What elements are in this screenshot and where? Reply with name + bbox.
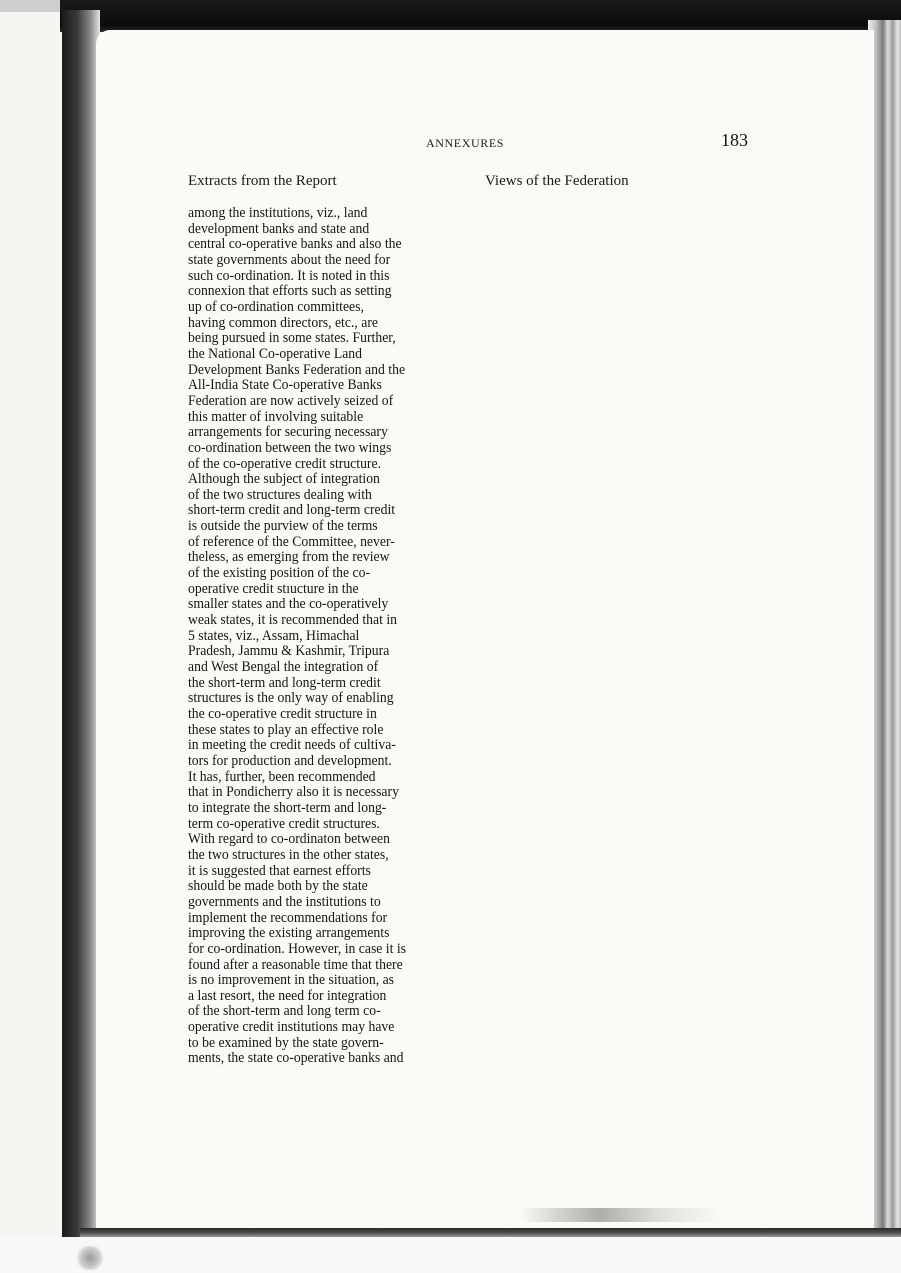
body-line: connexion that efforts such as setting bbox=[188, 283, 392, 300]
body-line: to integrate the short-term and long- bbox=[188, 799, 387, 816]
body-line: development banks and state and bbox=[188, 220, 370, 237]
body-line: among the institutions, viz., land bbox=[188, 205, 368, 221]
body-line: improving the existing arrangements bbox=[188, 925, 390, 942]
body-line: term co-operative credit structures. bbox=[188, 815, 380, 832]
page-number: 183 bbox=[721, 130, 748, 150]
body-line: governments and the institutions to bbox=[188, 893, 381, 910]
body-line: Although the subject of integration bbox=[188, 471, 380, 488]
body-line: to be examined by the state govern- bbox=[188, 1034, 384, 1051]
body-line: the co-operative credit structure in bbox=[188, 706, 377, 722]
body-line: of the existing position of the co- bbox=[188, 565, 371, 582]
body-line: found after a reasonable time that there bbox=[188, 956, 403, 973]
body-line: of reference of the Committee, never- bbox=[188, 533, 395, 550]
scan-smudge bbox=[520, 1208, 720, 1222]
body-line: being pursued in some states. Further, bbox=[188, 330, 396, 347]
left-column-heading: Extracts from the Report bbox=[188, 173, 337, 189]
body-line: arrangements for securing necessary bbox=[188, 424, 388, 441]
body-line: the short-term and long-term credit bbox=[188, 674, 381, 691]
body-line: Federation are now actively seized of bbox=[188, 392, 394, 409]
body-line: With regard to co-ordinaton between bbox=[188, 831, 390, 848]
scan-border-left bbox=[62, 10, 100, 1240]
body-line: operative credit institutions may have bbox=[188, 1019, 395, 1036]
scan-speck bbox=[76, 1246, 104, 1270]
body-line: ments, the state co-operative banks and bbox=[188, 1050, 404, 1067]
body-line: of the two structures dealing with bbox=[188, 486, 372, 503]
body-line: short-term credit and long-term credit bbox=[188, 502, 396, 519]
body-line: tors for production and development. bbox=[188, 752, 392, 769]
body-line: of the co-operative credit structure. bbox=[188, 455, 382, 472]
body-line: theless, as emerging from the review bbox=[188, 549, 390, 566]
body-line: up of co-ordination committees, bbox=[188, 298, 364, 315]
left-column-body bbox=[188, 206, 478, 1067]
body-line: and West Bengal the integration of bbox=[188, 659, 379, 676]
body-line: smaller states and the co-operatively bbox=[188, 596, 389, 613]
body-line: that in Pondicherry also it is necessary bbox=[188, 784, 399, 801]
body-line: Pradesh, Jammu & Kashmir, Tripura bbox=[188, 643, 390, 660]
body-line: is outside the purview of the terms bbox=[188, 518, 378, 535]
body-line: All-India State Co-operative Banks bbox=[188, 377, 382, 394]
body-line: central co-operative banks and also the bbox=[188, 236, 402, 253]
scan-corner bbox=[0, 0, 64, 12]
body-line: a last resort, the need for integration bbox=[188, 987, 387, 1004]
body-line: weak states, it is recommended that in bbox=[188, 612, 398, 629]
body-line: having common directors, etc., are bbox=[188, 314, 378, 331]
body-line: structures is the only way of enabling bbox=[188, 690, 394, 707]
body-line: it is suggested that earnest efforts bbox=[188, 862, 371, 879]
body-line: should be made both by the state bbox=[188, 878, 368, 895]
body-line: in meeting the credit needs of cultiva- bbox=[188, 737, 396, 754]
body-line: these states to play an effective role bbox=[188, 721, 384, 738]
body-line: for co-ordination. However, in case it is bbox=[188, 940, 406, 957]
body-line: It has, further, been recommended bbox=[188, 768, 376, 785]
body-line: the National Co-operative Land bbox=[188, 345, 362, 362]
body-line: 5 states, viz., Assam, Himachal bbox=[188, 627, 360, 644]
body-line: state governments about the need for bbox=[188, 251, 391, 268]
right-column-heading: Views of the Federation bbox=[485, 173, 629, 189]
body-line: the two structures in the other states, bbox=[188, 846, 389, 863]
scan-border-top bbox=[60, 0, 901, 32]
body-line: is no improvement in the situation, as bbox=[188, 972, 395, 989]
running-head: ANNEXURES bbox=[426, 136, 505, 150]
body-line: Development Banks Federation and the bbox=[188, 361, 406, 378]
body-line: of the short-term and long term co- bbox=[188, 1003, 381, 1020]
body-line: operative credit stıucture in the bbox=[188, 580, 359, 597]
body-line: co-ordination between the two wings bbox=[188, 439, 392, 456]
body-line: such co-ordination. It is noted in this bbox=[188, 267, 390, 284]
body-line: implement the recommendations for bbox=[188, 909, 388, 926]
body-line: this matter of involving suitable bbox=[188, 408, 364, 425]
scan-bottom-margin bbox=[0, 1237, 901, 1273]
scan-border-bottom bbox=[80, 1228, 901, 1237]
